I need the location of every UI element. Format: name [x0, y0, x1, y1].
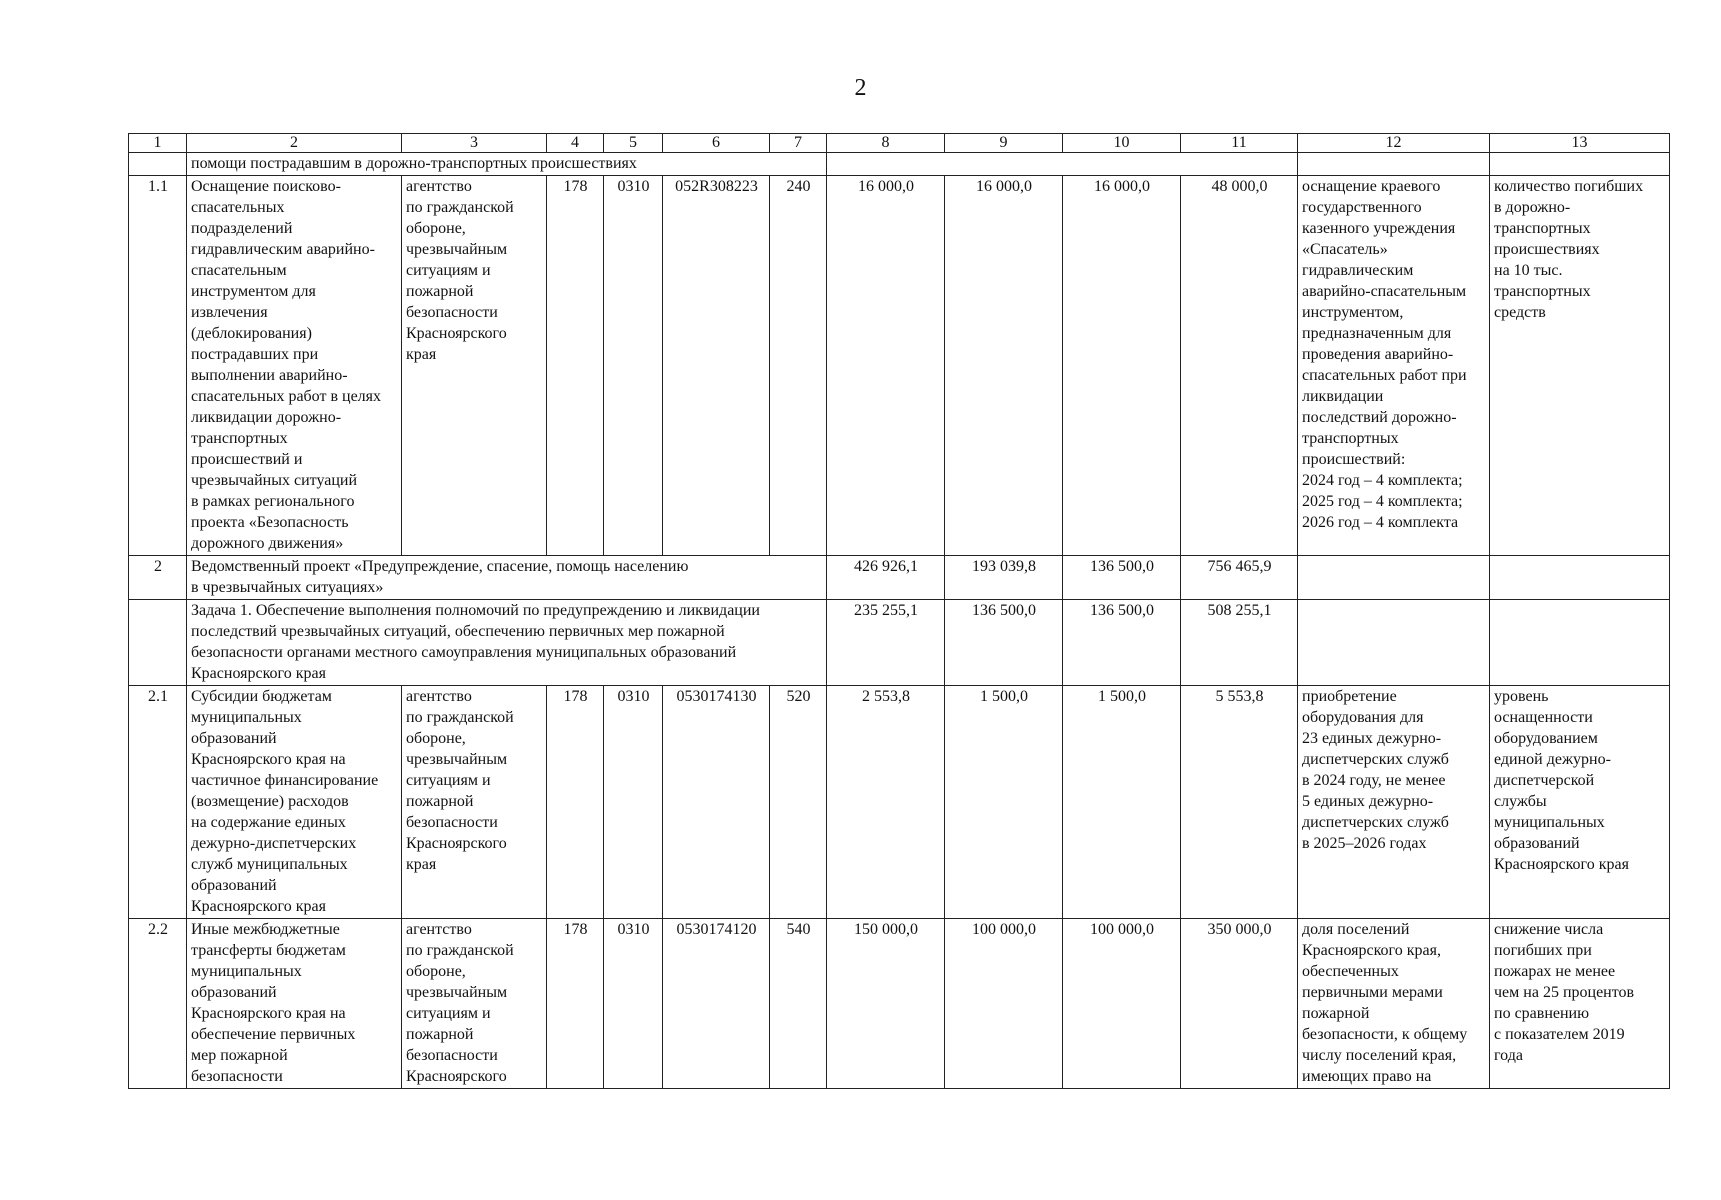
agency: агентство по гражданской обороне, чрезвычайным ситуациям и пожарной безопасности Красноярского	[402, 919, 547, 1089]
event-name: Субсидии бюджетам муниципальных образований Красноярского края на частичное финансирование (возмещение) расходов на содержание единых дежурно-диспетчерских служб муниципальных образований Красноярского края	[187, 686, 402, 919]
col-header-9: 9	[945, 134, 1063, 153]
amount-2024: 150 000,0	[827, 919, 945, 1089]
col-header-1: 1	[129, 134, 187, 153]
amount-2026: 136 500,0	[1063, 556, 1181, 600]
amount-2025: 136 500,0	[945, 600, 1063, 686]
amount-2024: 16 000,0	[827, 176, 945, 556]
row-number: 2.2	[129, 919, 187, 1089]
amount-2025: 193 039,8	[945, 556, 1063, 600]
row-number: 2.1	[129, 686, 187, 919]
page-number: 2	[854, 75, 867, 101]
amount-2026: 136 500,0	[1063, 600, 1181, 686]
row-number: 1.1	[129, 176, 187, 556]
indicator: уровень оснащенности оборудованием единой дежурно- диспетчерской службы муниципальных образований Красноярского края	[1490, 686, 1670, 919]
rzpr-code: 0310	[604, 919, 663, 1089]
task-name: Задача 1. Обеспечение выполнения полномочий по предупреждению и ликвидации последствий чрезвычайных ситуаций, обеспечению первичных мер пожарной безопасности органами местного самоуправления муниципальных образований Красноярского края	[187, 600, 827, 686]
col-header-10: 10	[1063, 134, 1181, 153]
table-row	[129, 556, 1670, 600]
amount-2024: 235 255,1	[827, 600, 945, 686]
vr-code: 520	[770, 686, 827, 919]
table-row	[129, 686, 1670, 919]
event-name: Оснащение поисково- спасательных подразделений гидравлическим аварийно- спасательным инструментом для извлечения (деблокирования) пострадавших при выполнении аварийно- спасательных работ в целях ликвидации дорожно- транспортных происшествий и чрезвычайных ситуаций в рамках регионального проекта «Безопасность дорожного движения»	[187, 176, 402, 556]
agency: агентство по гражданской обороне, чрезвычайным ситуациям и пожарной безопасности Красноярского края	[402, 176, 547, 556]
col-header-8: 8	[827, 134, 945, 153]
table-row	[129, 919, 1670, 1089]
event-name: Иные межбюджетные трансферты бюджетам муниципальных образований Красноярского края на обеспечение первичных мер пожарной безопасности	[187, 919, 402, 1089]
csr-code: 052R308223	[663, 176, 770, 556]
csr-code: 0530174130	[663, 686, 770, 919]
amount-2026: 16 000,0	[1063, 176, 1181, 556]
table-row	[129, 176, 1670, 556]
grbs-code: 178	[547, 686, 604, 919]
col-header-4: 4	[547, 134, 604, 153]
col-header-3: 3	[402, 134, 547, 153]
row-number: 2	[129, 556, 187, 600]
budget-table	[128, 133, 1670, 1089]
continuation-text: помощи пострадавшим в дорожно-транспортных происшествиях	[187, 153, 827, 176]
amount-2024: 2 553,8	[827, 686, 945, 919]
amount-total: 508 255,1	[1181, 600, 1298, 686]
continuation-row	[129, 153, 1670, 176]
amount-total: 48 000,0	[1181, 176, 1298, 556]
amount-total: 350 000,0	[1181, 919, 1298, 1089]
project-name: Ведомственный проект «Предупреждение, спасение, помощь населению в чрезвычайных ситуациях»	[187, 556, 827, 600]
col-header-6: 6	[663, 134, 770, 153]
expected-result: доля поселений Красноярского края, обеспеченных первичными мерами пожарной безопасности, к общему числу поселений края, имеющих право на	[1298, 919, 1490, 1089]
header-row	[129, 134, 1670, 153]
col-header-13: 13	[1490, 134, 1670, 153]
amount-2025: 16 000,0	[945, 176, 1063, 556]
col-header-11: 11	[1181, 134, 1298, 153]
indicator: количество погибших в дорожно- транспортных происшествиях на 10 тыс. транспортных средств	[1490, 176, 1670, 556]
csr-code: 0530174120	[663, 919, 770, 1089]
amount-2026: 1 500,0	[1063, 686, 1181, 919]
grbs-code: 178	[547, 176, 604, 556]
amount-2025: 100 000,0	[945, 919, 1063, 1089]
grbs-code: 178	[547, 919, 604, 1089]
rzpr-code: 0310	[604, 176, 663, 556]
vr-code: 240	[770, 176, 827, 556]
expected-result: оснащение краевого государственного казенного учреждения «Спасатель» гидравлическим аварийно-спасательным инструментом, предназначенным для проведения аварийно- спасательных работ при ликвидации последствий дорожно- транспортных происшествий: 2024 год – 4 комплекта; 2025 год – 4 комплекта; 2026 год – 4 комплекта	[1298, 176, 1490, 556]
col-header-7: 7	[770, 134, 827, 153]
amount-total: 756 465,9	[1181, 556, 1298, 600]
agency: агентство по гражданской обороне, чрезвычайным ситуациям и пожарной безопасности Красноярского края	[402, 686, 547, 919]
expected-result: приобретение оборудования для 23 единых дежурно- диспетчерских служб в 2024 году, не менее 5 единых дежурно- диспетчерских служб в 2025–2026 годах	[1298, 686, 1490, 919]
vr-code: 540	[770, 919, 827, 1089]
indicator: снижение числа погибших при пожарах не менее чем на 25 процентов по сравнению с показателем 2019 года	[1490, 919, 1670, 1089]
col-header-5: 5	[604, 134, 663, 153]
col-header-2: 2	[187, 134, 402, 153]
amount-total: 5 553,8	[1181, 686, 1298, 919]
amount-2025: 1 500,0	[945, 686, 1063, 919]
amount-2026: 100 000,0	[1063, 919, 1181, 1089]
table-row	[129, 600, 1670, 686]
col-header-12: 12	[1298, 134, 1490, 153]
rzpr-code: 0310	[604, 686, 663, 919]
amount-2024: 426 926,1	[827, 556, 945, 600]
